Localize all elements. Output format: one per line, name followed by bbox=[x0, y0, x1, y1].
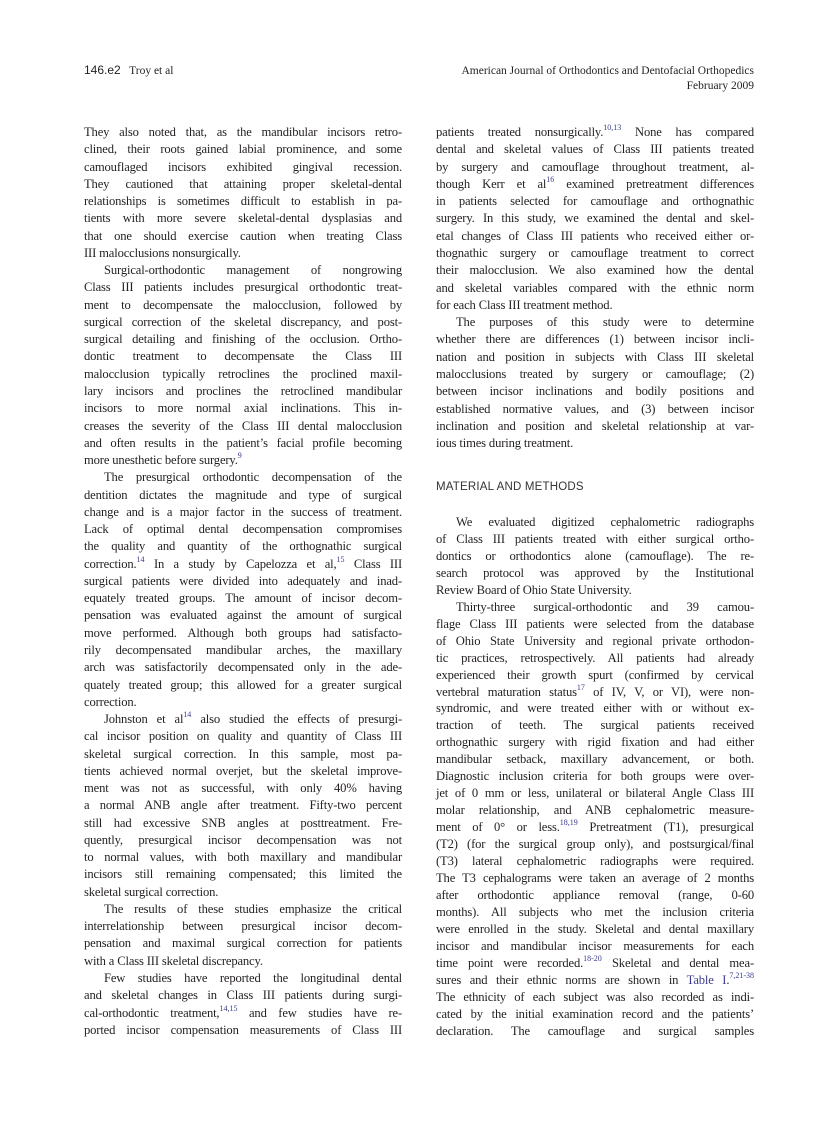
text-line: Thirty-three surgical-orthodontic and 39 camou- bbox=[456, 599, 754, 614]
text-line: We evaluated digitized cephalometric radiographs bbox=[456, 515, 754, 529]
text-line: experienced their growth spurt (confirmed by cervical bbox=[436, 667, 754, 682]
text-segment: examined pretreatment differences bbox=[554, 176, 754, 191]
paragraph bbox=[436, 124, 754, 314]
text-line: after orthodontic appliance removal (range, 0-60 bbox=[436, 887, 754, 902]
text-line: arch was satisfactorily decompensated only in the ade- bbox=[84, 660, 402, 675]
citation-reference[interactable]: 18-20 bbox=[583, 953, 602, 963]
text-line: Surgical-orthodontic management of nongrowing bbox=[104, 263, 402, 278]
text-segment: correction. bbox=[84, 556, 137, 571]
text-line: The ethnicity of each subject was also recorded as indi- bbox=[436, 989, 754, 1004]
text-line: traction of teeth. The surgical patients received bbox=[436, 718, 754, 733]
text-segment: vertebral maturation status bbox=[436, 684, 577, 699]
text-segment: patients treated nonsurgically. bbox=[436, 125, 604, 139]
text-line: inclination and position and skeletal relationship at var- bbox=[436, 418, 754, 433]
text-line: The results of these studies emphasize the critical bbox=[104, 901, 402, 916]
text-line: months). All subjects who met the inclusion criteria bbox=[436, 904, 754, 919]
issue-date: February 2009 bbox=[686, 80, 754, 92]
text-line: relationships is sometimes difficult to establish in pa- bbox=[84, 194, 402, 209]
text-line: skeletal surgical correction. In this sample, most pa- bbox=[84, 746, 402, 761]
paragraph bbox=[436, 514, 754, 599]
text-line: nation and position in subjects with Class III skeletal bbox=[436, 349, 754, 364]
text-line: and skeletal changes in Class III patients during surgi- bbox=[84, 988, 402, 1003]
text-line: syndromic, and were treated either with or without ex- bbox=[436, 701, 754, 716]
citation-reference[interactable]: 14,15 bbox=[219, 1003, 238, 1013]
text-line: surgical correction of the skeletal discrepancy, and post- bbox=[84, 314, 402, 329]
text-segment: ment of 0° or less. bbox=[436, 820, 560, 835]
text-segment: also studied the effects of presurgi- bbox=[191, 712, 402, 727]
text-line: lary incisors and proclines the retroclined mandibular bbox=[84, 383, 402, 398]
citation-reference[interactable]: 7,21-38 bbox=[729, 970, 754, 980]
text-line: mandibular setback, maxillary advancement, or both. bbox=[436, 752, 754, 767]
running-head-authors: Troy et al bbox=[129, 65, 174, 77]
text-line: (T3) lateral cephalometric radiographs were required. bbox=[436, 854, 754, 869]
text-line: between incisor inclinations and bodily positions and bbox=[436, 384, 754, 399]
text-line: orthognathic surgery with rigid fixation and had either bbox=[436, 735, 754, 750]
text-line: to normal values, with both maxillary and mandibular bbox=[84, 850, 402, 865]
running-head-left bbox=[84, 63, 173, 77]
text-line: ment to decompensate the malocclusion, followed by bbox=[84, 297, 402, 312]
text-line: quately treated group; this allowed for a greater surgical bbox=[84, 677, 402, 692]
text-line: camouflaged incisors exhibited gingival recession. bbox=[84, 159, 402, 174]
text-line: The presurgical orthodontic decompensation of the bbox=[104, 470, 402, 485]
citation-reference[interactable]: 15 bbox=[336, 554, 345, 564]
text-line: malocclusion typically retroclines the proclined maxil- bbox=[84, 366, 402, 381]
text-segment: sures and their ethnic norms are shown in bbox=[436, 972, 687, 987]
text-line: the quality and quantity of the orthognathic surgical bbox=[84, 539, 402, 554]
text-line bbox=[436, 819, 754, 836]
text-line: malocclusions treated by surgery or camouflage; (2) bbox=[436, 366, 754, 381]
text-line: surgery. In this study, we examined the dental and skel- bbox=[436, 211, 754, 226]
text-line: The purposes of this study were to determine bbox=[456, 315, 754, 330]
citation-reference[interactable]: 10,13 bbox=[603, 123, 622, 132]
text-line: pensation was evaluated against the amount of surgical bbox=[84, 608, 402, 623]
text-line: and often results in the patient’s facial profile becoming bbox=[84, 435, 402, 450]
text-line: creases the severity of the Class III dental malocclusion bbox=[84, 418, 402, 433]
paragraph bbox=[84, 901, 402, 970]
text-line: They cautioned that attaining proper skeletal-dental bbox=[84, 176, 402, 191]
text-segment: Johnston et al bbox=[104, 712, 184, 727]
text-line: established normative values, and (3) between incisor bbox=[436, 401, 754, 416]
text-line: jet of 0 mm or less, unilateral or bilateral Angle Class III bbox=[436, 786, 754, 801]
text-line: skeletal surgical correction. bbox=[84, 884, 219, 899]
text-segment: None has compared bbox=[621, 125, 754, 139]
text-segment: though Kerr et al bbox=[436, 176, 547, 191]
paragraph bbox=[84, 970, 402, 1039]
text-segment: of IV, V, or VI), were non- bbox=[584, 684, 754, 699]
text-line bbox=[436, 972, 754, 989]
text-line: ported incisor compensation measurements of Class III bbox=[84, 1022, 402, 1037]
text-segment: Skeletal and dental mea- bbox=[601, 955, 754, 970]
text-line: Diagnostic inclusion criteria for both groups were over- bbox=[436, 769, 754, 784]
text-line: cated by the initial examination record and the patients’ bbox=[436, 1006, 754, 1021]
text-line: move performed. Although both groups had satisfacto- bbox=[84, 625, 402, 640]
text-line: in patients selected for camouflage and orthognathic bbox=[436, 194, 754, 209]
paragraph bbox=[84, 711, 402, 901]
text-line: The T3 cephalograms were taken an average of 2 months bbox=[436, 871, 754, 886]
text-segment: cal-orthodontic treatment, bbox=[84, 1005, 220, 1020]
text-line: etal changes of Class III patients who received either or- bbox=[436, 228, 754, 243]
text-line: rily decompensated mandibular arches, the maxillary bbox=[84, 642, 402, 657]
paragraph bbox=[84, 124, 402, 262]
text-line: search protocol was approved by the Institutional bbox=[436, 565, 754, 580]
text-line: They also noted that, as the mandibular incisors retro- bbox=[84, 125, 402, 139]
text-line bbox=[436, 955, 754, 972]
text-line: surgical detailing and finishing of the occlusion. Ortho- bbox=[84, 332, 402, 347]
text-line: molar relationship, and ANB cephalometric measure- bbox=[436, 803, 754, 818]
text-line: ment was not as successful, with only 40% having bbox=[84, 781, 402, 796]
journal-title: American Journal of Orthodontics and Dentofacial Orthopedics bbox=[461, 65, 754, 77]
text-segment: Class III bbox=[344, 556, 402, 571]
text-segment: more unesthetic before surgery. bbox=[84, 453, 238, 468]
text-line: dental and skeletal values of Class III patients treated bbox=[436, 142, 754, 157]
text-line: incisor and mandibular incisor measurements for each bbox=[436, 938, 754, 953]
text-line: tic practices, retrospectively. All patients had already bbox=[436, 650, 754, 665]
text-line: tients achieved normal overjet, but the skeletal improve- bbox=[84, 763, 402, 778]
text-line bbox=[436, 684, 754, 701]
text-line: with a Class III skeletal discrepancy. bbox=[84, 953, 263, 968]
text-line: Class III patients includes presurgical orthodontic treat- bbox=[84, 280, 402, 295]
citation-reference[interactable]: 17 bbox=[576, 682, 585, 692]
text-line bbox=[436, 176, 754, 193]
citation-reference[interactable]: 14 bbox=[183, 710, 192, 720]
text-segment: time point were recorded. bbox=[436, 955, 584, 970]
citation-reference[interactable]: 18,19 bbox=[559, 818, 578, 828]
text-line: declaration. The camouflage and surgical samples bbox=[436, 1023, 754, 1038]
text-line: that one should exercise caution when treating Class bbox=[84, 228, 402, 243]
text-line bbox=[84, 452, 402, 469]
text-line: III malocclusions nonsurgically. bbox=[84, 245, 241, 260]
text-line: a normal ANB angle after treatment. Fifty-two percent bbox=[84, 798, 402, 813]
citation-reference[interactable]: 14 bbox=[136, 554, 145, 564]
text-line: were enrolled in the study. Skeletal and dental maxillary bbox=[436, 921, 754, 936]
text-line: interrelationship between presurgical incisor decom- bbox=[84, 919, 402, 934]
text-line: dontics or orthodontics alone (camouflage). The re- bbox=[436, 548, 754, 563]
text-line: Lack of optimal dental decompensation compromises bbox=[84, 522, 402, 537]
text-line: equately treated groups. The amount of incisor decom- bbox=[84, 591, 402, 606]
text-line: incisors to more normal axial inclinations. This in- bbox=[84, 401, 402, 416]
right-column-methods bbox=[436, 514, 754, 1040]
paragraph bbox=[84, 469, 402, 711]
text-line: incisors still remaining compensated; this limited the bbox=[84, 867, 402, 882]
text-line: pensation and maximal surgical correction for patients bbox=[84, 936, 402, 951]
text-line: their malocclusion. We also examined how the dental bbox=[436, 263, 754, 278]
paragraph bbox=[84, 262, 402, 469]
left-column bbox=[84, 124, 402, 1039]
text-line: by surgery and camouflage throughout treatment, al- bbox=[436, 159, 754, 174]
text-segment: . bbox=[726, 972, 730, 987]
text-line: clined, their roots gained labial prominence, and some bbox=[84, 142, 402, 157]
text-segment: and few studies have re- bbox=[237, 1005, 402, 1020]
section-heading: MATERIAL AND METHODS bbox=[436, 481, 584, 493]
text-line: of Class III patients treated with either surgical ortho- bbox=[436, 531, 754, 546]
text-segment: Pretreatment (T1), presurgical bbox=[577, 820, 755, 835]
text-line: dontic treatment to decompensate the Class III bbox=[84, 349, 402, 364]
citation-reference[interactable]: 16 bbox=[546, 174, 555, 184]
text-line: thognathic surgery or camouflage treatment to correct bbox=[436, 245, 754, 260]
text-line: for each Class III treatment method. bbox=[436, 297, 613, 312]
citation-reference[interactable]: 9 bbox=[237, 451, 242, 461]
right-column-intro bbox=[436, 124, 754, 452]
text-line: flage Class III patients were selected from the database bbox=[436, 616, 754, 631]
text-line: surgical patients were divided into adequately and inad- bbox=[84, 573, 402, 588]
page-number: 146.e2 bbox=[84, 63, 121, 77]
table-link[interactable]: Table I bbox=[686, 972, 727, 987]
text-line: dentition dictates the magnitude and type of surgical bbox=[84, 487, 402, 502]
text-line: Few studies have reported the longitudinal dental bbox=[104, 971, 402, 986]
text-line: still had excessive SNB angles at posttreatment. Fre- bbox=[84, 815, 402, 830]
text-line: and skeletal variables compared with the ethnic norm bbox=[436, 280, 754, 295]
text-line bbox=[84, 711, 402, 728]
paragraph bbox=[436, 599, 754, 1040]
text-line: quently, presurgical incisor decompensation was not bbox=[84, 832, 402, 847]
paragraph bbox=[436, 314, 754, 452]
text-line: Review Board of Ohio State University. bbox=[436, 582, 632, 597]
text-line: (T2) (for the surgical group only), and postsurgical/final bbox=[436, 837, 754, 852]
text-line: tients with more severe skeletal-dental dysplasias and bbox=[84, 211, 402, 226]
text-line: correction. bbox=[84, 694, 137, 709]
text-line bbox=[436, 124, 754, 141]
text-line: whether there are differences (1) between incisor incli- bbox=[436, 332, 754, 347]
text-line: ious times during treatment. bbox=[436, 436, 574, 451]
text-line bbox=[84, 1005, 402, 1022]
text-segment: In a study by Capelozza et al, bbox=[144, 556, 337, 571]
text-line: of Ohio State University and regional private orthodon- bbox=[436, 633, 754, 648]
text-line: change and is a major factor in the success of treatment. bbox=[84, 504, 402, 519]
text-line: cal incisor position on quality and quantity of Class III bbox=[84, 729, 402, 744]
running-head-right bbox=[461, 64, 754, 94]
text-line bbox=[84, 556, 402, 573]
